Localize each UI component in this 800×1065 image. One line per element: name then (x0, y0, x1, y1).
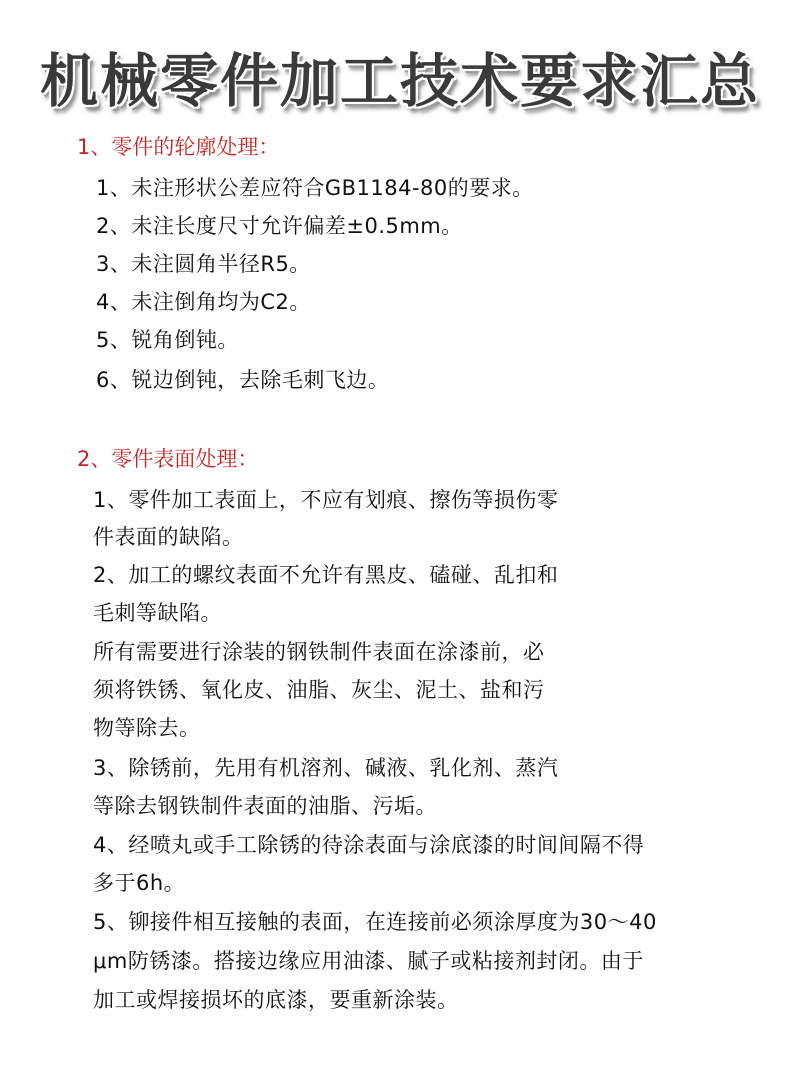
section-2-line: μm防锈漆。搭接边缘应用油漆、腻子或粘接剂封闭。由于 (93, 949, 644, 973)
section-1-line: 3、未注圆角半径R5。 (96, 252, 311, 276)
section-2-heading: 2、零件表面处理： (77, 447, 259, 471)
section-2-line: 2、加工的螺纹表面不允许有黑皮、磕碰、乱扣和 (93, 563, 559, 587)
section-2-line: 4、经喷丸或手工除锈的待涂表面与涂底漆的时间间隔不得 (93, 833, 645, 857)
section-1-heading: 1、零件的轮廓处理： (77, 135, 280, 159)
section-2-line: 所有需要进行涂装的钢铁制件表面在涂漆前，必 (93, 640, 545, 664)
section-1-line: 1、未注形状公差应符合GB1184-80的要求。 (96, 176, 534, 200)
section-2-line: 5、铆接件相互接触的表面，在连接前必须涂厚度为30～40 (93, 910, 657, 934)
section-1-line: 6、锐边倒钝，去除毛刺飞边。 (96, 368, 390, 392)
section-2-line: 3、除锈前，先用有机溶剂、碱液、乳化剂、蒸汽 (93, 756, 559, 780)
section-2-line: 毛刺等缺陷。 (93, 601, 222, 625)
section-2-line: 加工或焊接损坏的底漆，要重新涂装。 (93, 988, 459, 1012)
section-2-line: 须将铁锈、氧化皮、油脂、灰尘、泥土、盐和污 (93, 678, 545, 702)
section-2-line: 件表面的缺陷。 (93, 525, 244, 549)
section-2-line: 等除去钢铁制件表面的油脂、污垢。 (93, 794, 437, 818)
section-1-line: 4、未注倒角均为C2。 (96, 290, 311, 314)
section-2-line: 多于6h。 (93, 871, 186, 895)
section-1-line: 5、锐角倒钝。 (96, 328, 239, 352)
section-1-line: 2、未注长度尺寸允许偏差±0.5mm。 (96, 214, 463, 238)
page-title: 机械零件加工技术要求汇总 (39, 47, 760, 115)
section-2-line: 物等除去。 (93, 716, 201, 740)
section-2-line: 1、零件加工表面上，不应有划痕、擦伤等损伤零 (93, 488, 559, 512)
